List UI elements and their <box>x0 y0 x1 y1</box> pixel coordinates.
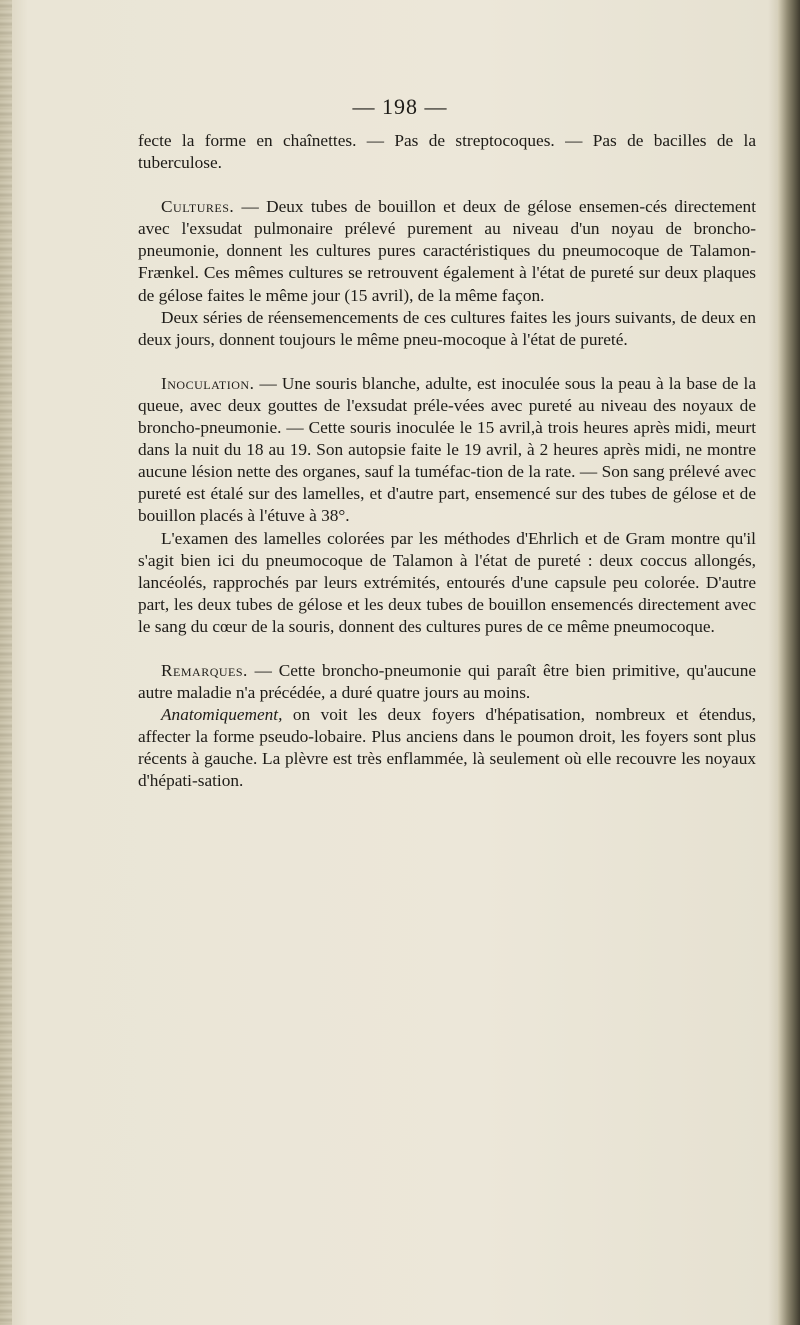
paragraph-anatomiquement: Anatomiquement, on voit les deux foyers d'hépatisation, nombreux et étendus, affecter la forme pseudo-lobaire. Plus anciens dans le poumon droit, les foyers sont plus récents à gauche. La plèvre est très enflammée, là seulement où elle recouvre les noyaux d'hépati-sation. <box>138 705 756 791</box>
paragraph-continuation: fecte la forme en chaînettes. — Pas de streptocoques. — Pas de bacilles de la tuberculose. <box>138 131 756 173</box>
body-text <box>138 130 756 793</box>
section-heading-inoculation: Inoculation. <box>161 373 255 393</box>
paragraph-reensemencements: Deux séries de réensemencements de ces cultures faites les jours suivants, de deux en deux jours, donnent toujours le même pneu-mocoque à l'état de pureté. <box>138 307 756 349</box>
italic-lead-anatomiquement: Anatomiquement, <box>161 705 283 725</box>
paragraph-remarques: Remarques. — Cette broncho-pneumonie qui paraît être bien primitive, qu'aucune autre maladie n'a précédée, a duré quatre jours au moins. <box>138 660 756 703</box>
section-heading-remarques: Remarques. <box>161 660 248 680</box>
page-number-header: — 198 — <box>352 94 448 119</box>
page-left-edge <box>0 0 12 1325</box>
section-heading-cultures: Cultures. <box>161 197 235 217</box>
paragraph-examen: L'examen des lamelles colorées par les méthodes d'Ehrlich et de Gram montre qu'il s'agit bien ici du pneumocoque de Talamon à l'état de pureté : deux coccus allongés, lancéolés, rapprochés par leurs extrémités, entourés d'une capsule peu colorée. D'autre part, les deux tubes de gélose et les deux tubes de bouillon ensemencés directement avec le sang du cœur de la souris, donnent des cultures pures de ce même pneumocoque. <box>138 528 756 636</box>
paragraph-cultures: Cultures. — Deux tubes de bouillon et deux de gélose ensemen-cés directement avec l'exsudat pulmonaire prélevé purement au niveau d'un noyau de broncho-pneumonie, donnent les cultures pures caractéristiques du pneumocoque de Talamon-Frænkel. Ces mêmes cultures se retrouvent également à l'état de pureté sur deux plaques de gélose faites le même jour (15 avril), de la même façon. <box>138 197 756 305</box>
book-spine-shadow <box>778 0 800 1325</box>
paragraph-inoculation: Inoculation. — Une souris blanche, adulte, est inoculée sous la peau à la base de la queue, avec deux gouttes de l'exsudat préle-vées avec pureté au niveau des noyaux de broncho-pneumonie. — Cette souris inoculée le 15 avril,à trois heures après midi, meurt dans la nuit du 18 au 19. Son autopsie faite le 19 avril, à 2 heures après midi, ne montre aucune lésion nette des organes, sauf la tuméfac-tion de la rate. — Son sang prélevé avec pureté est étalé sur des lamelles, et d'autre part, ensemencé sur des tubes de gélose et de bouillon placés à l'étuve à 38°. <box>138 373 756 526</box>
